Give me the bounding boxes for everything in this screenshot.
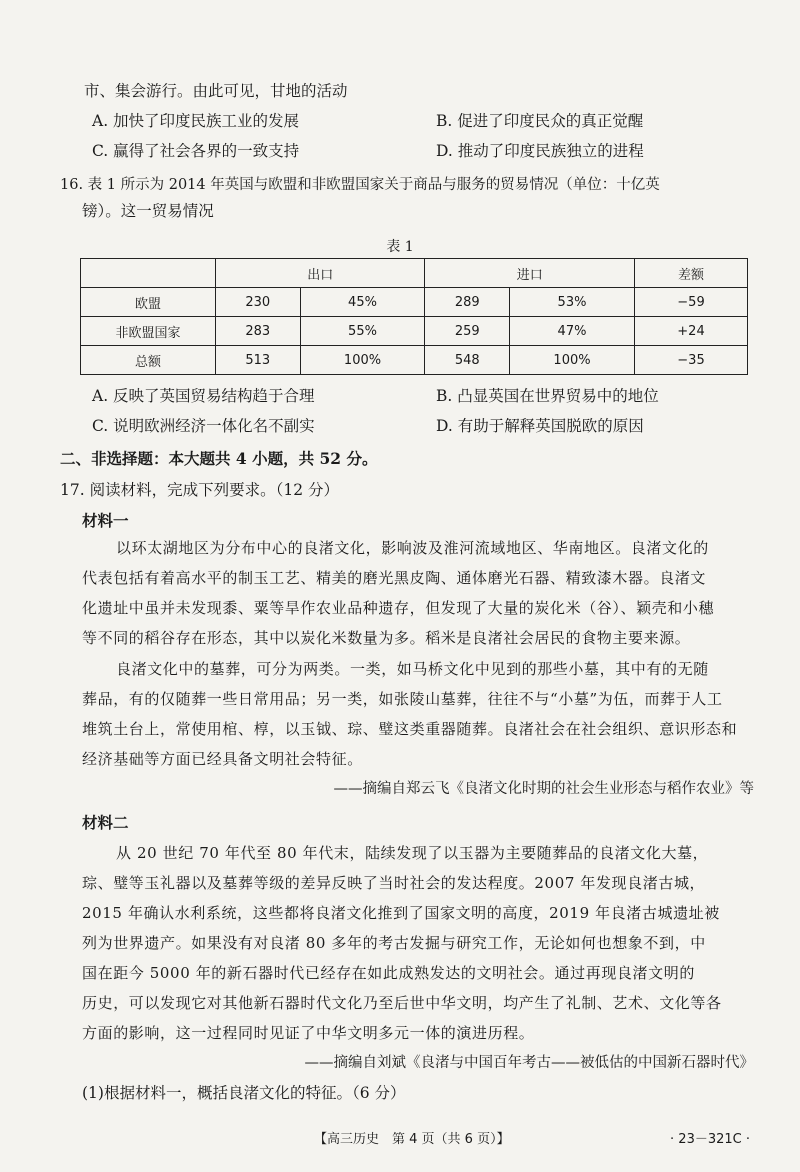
balance-value: +24 [635, 317, 748, 346]
table-header-row [81, 259, 748, 288]
import-percent: 53% [510, 288, 635, 317]
import-value: 289 [425, 288, 510, 317]
q16-stem-line1: 16. 表 1 所示为 2014 年英国与欧盟和非欧盟国家关于商品与服务的贸易情况（单位：十亿英 [60, 177, 660, 193]
export-percent: 55% [300, 317, 425, 346]
material-two-line: 从 20 世纪 70 年代至 80 年代末，陆续发现了以玉器为主要随葬品的良渚文化大墓， [116, 844, 709, 862]
material-two-line: 历史，可以发现它对其他新石器时代文化乃至后世中华文明，均产生了礼制、艺术、文化等各 [82, 994, 722, 1012]
balance-value: −35 [635, 346, 748, 375]
q17-stem: 17. 阅读材料，完成下列要求。（12 分） [60, 481, 339, 499]
material-one-line: 堆筑土台上，常使用棺、椁，以玉钺、琮、璧这类重器随葬。良渚社会在社会组织、意识形态和 [82, 720, 738, 738]
material-two-line: 2015 年确认水利系统，这些都将良渚文化推到了国家文明的高度，2019 年良渚古城遗址被 [82, 904, 720, 922]
material-two-line: 方面的影响，这一过程同时见证了中华文明多元一体的演进历程。 [82, 1024, 535, 1042]
material-one-line: 代表包括有着高水平的制玉工艺、精美的磨光黑皮陶、通体磨光石器、精致漆木器。良渚文 [82, 569, 707, 587]
export-value: 230 [216, 288, 301, 317]
export-value: 513 [216, 346, 301, 375]
import-value: 548 [425, 346, 510, 375]
table-row [81, 317, 748, 346]
table-header-import: 进口 [425, 259, 635, 288]
import-percent: 47% [510, 317, 635, 346]
table-header-export: 出口 [216, 259, 425, 288]
material-two-label: 材料二 [82, 813, 129, 832]
material-one-line: 葬品，有的仅随葬一些日常用品；另一类，如张陵山墓葬，往往不与“小墓”为伍，而葬于人工 [82, 690, 723, 708]
q16-stem-line2: 镑）。这一贸易情况 [82, 202, 214, 220]
q16-option-c: C. 说明欧洲经济一体化名不副实 [92, 417, 315, 435]
table-header-blank [81, 259, 216, 288]
export-percent: 45% [300, 288, 425, 317]
table-row [81, 346, 748, 375]
q15-option-b: B. 促进了印度民众的真正觉醒 [436, 112, 644, 130]
material-two-line: 国在距今 5000 年的新石器时代已经存在如此成熟发达的文明社会。通过再现良渚文明的 [82, 964, 695, 982]
q15-stem-tail: 市、集会游行。由此可见，甘地的活动 [84, 82, 348, 100]
q15-option-c: C. 赢得了社会各界的一致支持 [92, 142, 300, 160]
section-title: 二、非选择题：本大题共 4 小题，共 52 分。 [60, 449, 378, 468]
balance-value: −59 [635, 288, 748, 317]
material-two-source: ——摘编自刘斌《良渚与中国百年考古——被低估的中国新石器时代》 [304, 1055, 754, 1071]
material-one-source: ——摘编自郑云飞《良渚文化时期的社会生业形态与稻作农业》等 [333, 781, 754, 797]
q17-sub-question-1: (1)根据材料一，概括良渚文化的特征。（6 分） [82, 1084, 406, 1102]
material-two-line: 琮、璧等玉礼器以及墓葬等级的差异反映了当时社会的发达程度。2007 年发现良渚古城， [82, 874, 706, 892]
q15-option-d: D. 推动了印度民族独立的进程 [436, 142, 644, 160]
q16-option-d: D. 有助于解释英国脱欧的原因 [436, 417, 644, 435]
material-one-line: 等不同的稻谷存在形态，其中以炭化米数量为多。稻米是良渚社会居民的食物主要来源。 [82, 629, 691, 647]
row-name: 总额 [81, 346, 216, 375]
export-value: 283 [216, 317, 301, 346]
material-two-line: 列为世界遗产。如果没有对良渚 80 多年的考古发掘与研究工作，无论如何也想象不到，中 [82, 934, 706, 952]
q16-option-b: B. 凸显英国在世界贸易中的地位 [436, 387, 659, 405]
import-value: 259 [425, 317, 510, 346]
material-one-label: 材料一 [82, 511, 129, 530]
page-code: · 23－321C · [670, 1132, 750, 1147]
material-one-line: 以环太湖地区为分布中心的良渚文化，影响波及淮河流域地区、华南地区。良渚文化的 [116, 539, 709, 557]
export-percent: 100% [300, 346, 425, 375]
page-footer: 【高三历史 第 4 页（共 6 页）】 [314, 1132, 510, 1147]
trade-table [80, 258, 748, 375]
material-one-line: 经济基础等方面已经具备文明社会特征。 [82, 750, 363, 768]
material-one-line: 化遗址中虽并未发现黍、粟等旱作农业品种遗存，但发现了大量的炭化米（谷）、颖壳和小穗 [82, 599, 715, 617]
row-name: 欧盟 [81, 288, 216, 317]
q16-option-a: A. 反映了英国贸易结构趋于合理 [92, 387, 315, 405]
row-name: 非欧盟国家 [81, 317, 216, 346]
table-row [81, 288, 748, 317]
q15-option-a: A. 加快了印度民族工业的发展 [92, 112, 300, 130]
table-caption: 表 1 [386, 239, 414, 255]
table-header-diff: 差额 [635, 259, 748, 288]
material-one-line: 良渚文化中的墓葬，可分为两类。一类，如马桥文化中见到的那些小墓，其中有的无随 [116, 660, 709, 678]
import-percent: 100% [510, 346, 635, 375]
